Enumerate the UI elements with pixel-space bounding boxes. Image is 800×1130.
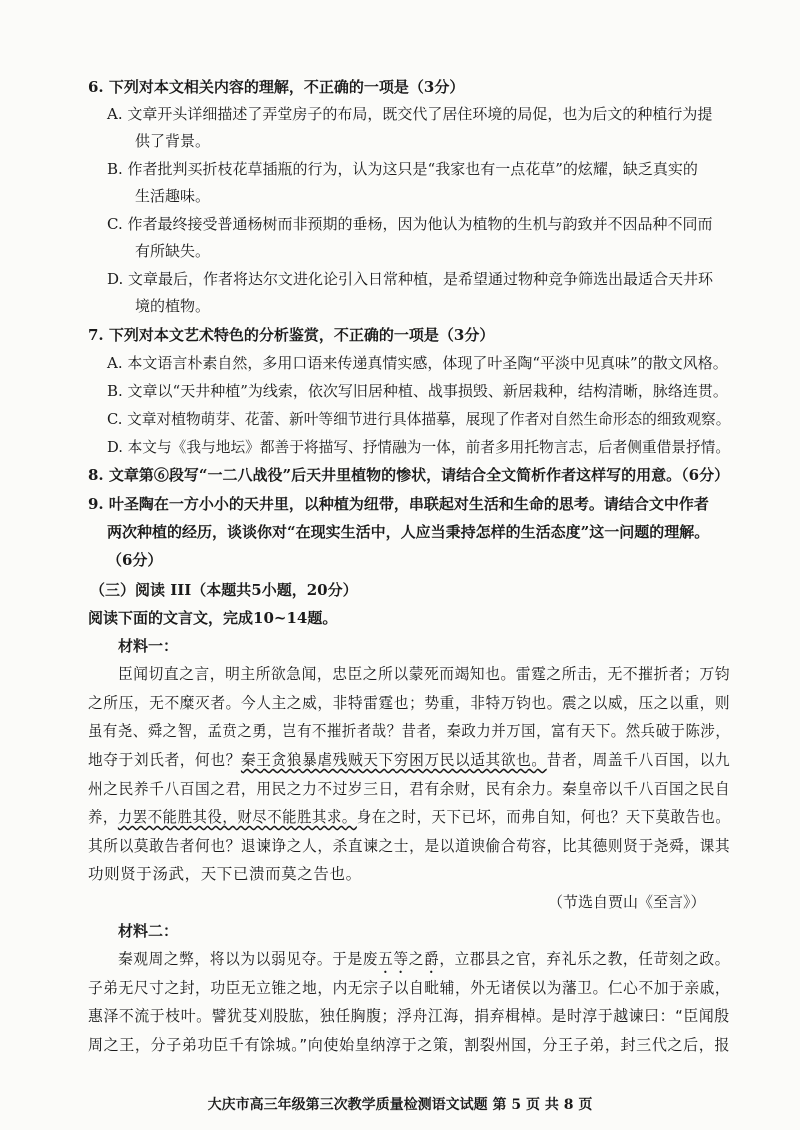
material1-line bbox=[88, 751, 730, 770]
q6-option-c-cont: 有所缺失。 bbox=[135, 242, 211, 260]
dotted-word: 爵 bbox=[424, 950, 440, 968]
material2-line: 周之王，分子弟功臣千有馀城。”向使始皇纳淳于之策，割裂州国，分王子弟，封三代之后，报 bbox=[88, 1036, 731, 1054]
material2-line bbox=[118, 950, 730, 977]
material1-line: 虽有尧、舜之智，孟贲之勇，岂有不摧折者哉？昔者，秦政力并万国，富有天下。然兵破于陈涉， bbox=[88, 722, 731, 740]
section-heading: （三）阅读 III（本题共5小题，20分） bbox=[90, 581, 358, 599]
material2-text: 之 bbox=[408, 950, 425, 968]
material1-text: 地夺于刘氏者，何也？ bbox=[88, 751, 241, 769]
q7-option-c: C. 文章对植物萌芽、花蕾、新叶等细节进行具体描摹，展现了作者对自然生命形态的细致观察。 bbox=[107, 410, 731, 428]
q6-option-b-cont: 生活趣味。 bbox=[135, 187, 211, 205]
q6-stem: 6. 下列对本文相关内容的理解，不正确的一项是（3分） bbox=[88, 78, 465, 96]
q6-option-b: B. 作者批判买折枝花草插瓶的行为，认为这只是“我家也有一点花草”的炫耀，缺乏真实的 bbox=[107, 160, 698, 178]
material1-line bbox=[88, 808, 730, 827]
material2-line: 子弟无尺寸之封，功臣无立锥之地，内无宗子以自毗辅，外无诸侯以为藩卫。仁心不加于亲戚， bbox=[88, 979, 731, 997]
material1-text: 昔者，周盖千八百国，以九 bbox=[546, 751, 731, 769]
q9-stem-cont: 两次种植的经历，谈谈你对“在现实生活中，人应当秉持怎样的生活态度”这一问题的理解。 bbox=[107, 523, 710, 541]
material1-source: （节选自贾山《至言》） bbox=[548, 893, 706, 911]
material2-title: 材料二： bbox=[118, 922, 179, 940]
q7-option-a: A. 本文语言朴素自然，多用口语来传递真情实感，体现了叶圣陶“平淡中见真味”的散文风格。 bbox=[107, 354, 728, 372]
material1-line: 功则贤于汤武，天下已溃而莫之告也。 bbox=[88, 865, 362, 883]
material1-text: 养， bbox=[88, 808, 118, 826]
material1-line: 其所以莫敢告者何也？退谏诤之人，杀直谏之士，是以道谀偷合苟容，比其德则贤于尧舜，课其 bbox=[88, 837, 731, 855]
q9-points: （6分） bbox=[107, 551, 163, 569]
q7-stem: 7. 下列对本文艺术特色的分析鉴赏，不正确的一项是（3分） bbox=[88, 326, 495, 344]
material2-text: ，立郡县之官，弃礼乐之教，任苛刻之政。 bbox=[439, 950, 731, 968]
q7-option-b: B. 文章以“天井种植”为线索，依次写旧居种植、战事损毁、新居栽种，结构清晰，脉络连贯。 bbox=[107, 382, 728, 400]
material1-text: 身在之时，天下已坏，而弗自知，何也？天下莫敢告也。 bbox=[356, 808, 731, 826]
material1-title: 材料一： bbox=[118, 637, 179, 655]
q6-option-a: A. 文章开头详细描述了弄堂房子的布局，既交代了居住环境的局促，也为后文的种植行为提 bbox=[107, 105, 713, 123]
q6-option-d: D. 文章最后，作者将达尔文进化论引入日常种植，是希望通过物种竞争筛选出最适合天井环 bbox=[107, 270, 714, 288]
page-footer: 大庆市高三年级第三次教学质量检测语文试题 第 5 页 共 8 页 bbox=[207, 1097, 593, 1113]
material1-line: 臣闻切直之言，明主所欲急闻，忠臣之所以蒙死而竭知也。雷霆之所击，无不摧折者；万钧 bbox=[118, 665, 731, 683]
q6-option-c: C. 作者最终接受普通杨树而非预期的垂杨，因为他认为植物的生机与韵致并不因品种不同而 bbox=[107, 215, 713, 233]
q9-stem: 9. 叶圣陶在一方小小的天井里，以种植为纽带，串联起对生活和生命的思考。请结合文中作者 bbox=[88, 495, 709, 513]
underlined-sentence: 力罢不能胜其役，财尽不能胜其求。 bbox=[117, 808, 357, 826]
q8-stem: 8. 文章第⑥段写“一二八战役”后天井里植物的惨状，请结合全文简析作者这样写的用意。（6分） bbox=[88, 466, 730, 484]
q7-option-d: D. 本文与《我与地坛》都善于将描写、抒情融为一体，前者多用托物言志，后者侧重借景抒情。 bbox=[107, 438, 731, 456]
dotted-word: 五等 bbox=[378, 950, 409, 968]
material2-line: 惠泽不流于枝叶。譬犹芟刈股肱，独任胸腹；浮舟江海，捐弃楫棹。是时淳于越谏曰：“臣闻殷 bbox=[88, 1007, 730, 1025]
underlined-sentence: 秦王贪狼暴虐残贼天下穷困万民以适其欲也。 bbox=[240, 751, 547, 769]
q6-option-a-cont: 供了背景。 bbox=[135, 132, 211, 150]
material1-line: 之所压，无不糜灭者。今人主之威，非特雷霆也；势重，非特万钧也。震之以威，压之以重，则 bbox=[88, 694, 731, 712]
material2-text: 秦观周之弊，将以为以弱见夺。于是废 bbox=[118, 950, 379, 968]
material1-line: 州之民养千八百国之君，用民之力不过岁三日，君有余财，民有余力。秦皇帝以千八百国之民自 bbox=[88, 780, 731, 798]
q6-option-d-cont: 境的植物。 bbox=[135, 297, 211, 315]
reading-instruction: 阅读下面的文言文，完成10~14题。 bbox=[88, 609, 338, 627]
